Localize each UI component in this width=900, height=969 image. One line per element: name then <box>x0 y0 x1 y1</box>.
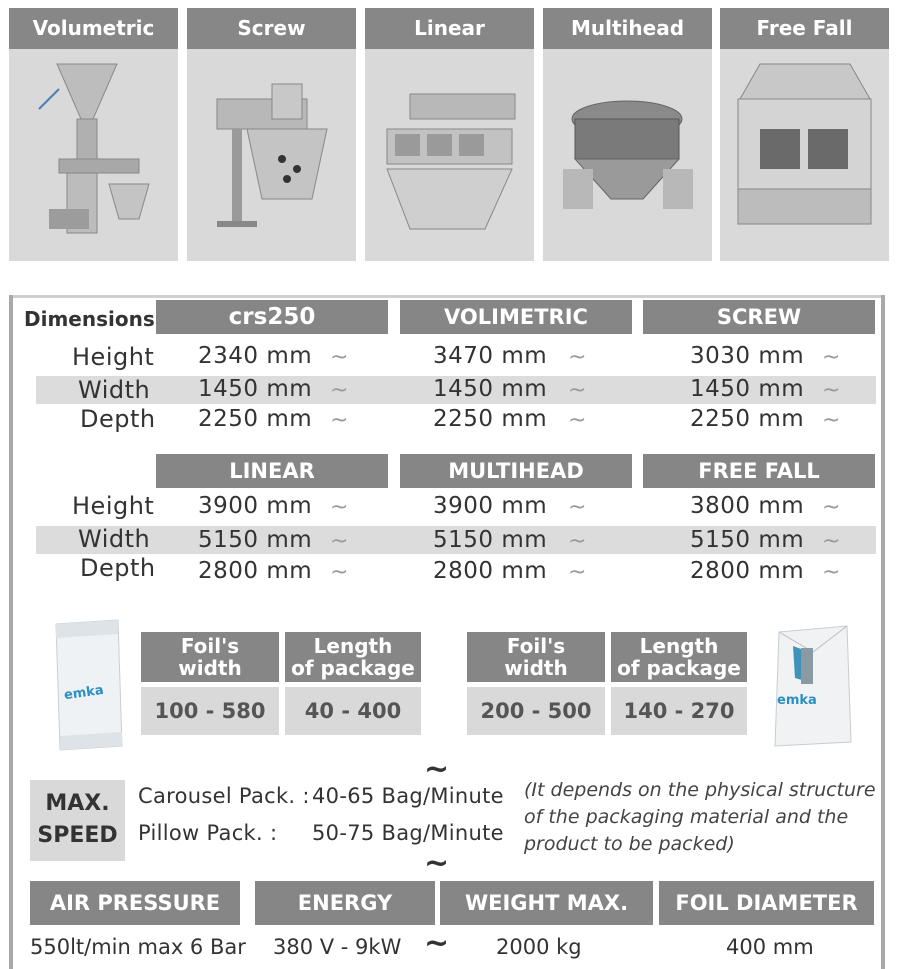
tilde: ~ <box>568 560 587 585</box>
tilde: ~ <box>822 378 841 403</box>
crs250-width: 1450 mm <box>198 376 313 402</box>
weight-max-header: WEIGHT MAX. <box>440 881 653 925</box>
spec-frame-left <box>9 295 13 969</box>
foil-width-header-left <box>141 632 279 682</box>
length-header-right <box>611 632 747 682</box>
foil-diameter-value: 400 mm <box>726 935 814 959</box>
screw-width: 1450 mm <box>690 376 805 402</box>
pillow-pack-label: Pillow Pack. : <box>138 821 278 845</box>
length-label-line2: of package <box>291 656 415 680</box>
crs250-depth: 2250 mm <box>198 406 313 432</box>
foil-width-label-line2: width <box>178 656 242 680</box>
machine-card-screw[interactable] <box>187 8 356 261</box>
free-fall-height: 3800 mm <box>690 493 805 519</box>
model-header-screw: SCREW <box>643 300 875 334</box>
linear-width: 5150 mm <box>198 527 313 553</box>
length-label-line2: of package <box>617 656 741 680</box>
energy-value: 380 V - 9kW <box>273 935 402 959</box>
multihead-width: 5150 mm <box>433 527 548 553</box>
length-label-line1: Length <box>639 634 719 658</box>
row-label-depth: Depth <box>80 554 156 582</box>
linear-height: 3900 mm <box>198 493 313 519</box>
length-header-left <box>285 632 421 682</box>
brand-logo: emka <box>777 693 817 708</box>
air-pressure-value: 550lt/min max 6 Bar <box>30 935 246 959</box>
max-speed-badge <box>30 780 125 861</box>
free-fall-depth: 2800 mm <box>690 558 805 584</box>
row-label-width: Width <box>78 376 151 404</box>
multihead-depth: 2800 mm <box>433 558 548 584</box>
tilde: ~ <box>822 560 841 585</box>
screw-depth: 2250 mm <box>690 406 805 432</box>
spec-frame-top <box>9 295 885 298</box>
block-bag-image <box>765 622 860 752</box>
model-header-volimetric: VOLIMETRIC <box>400 300 632 334</box>
tilde: ~ <box>330 560 349 585</box>
tilde: ~ <box>424 846 450 881</box>
tilde: ~ <box>330 529 349 554</box>
free-fall-width: 5150 mm <box>690 527 805 553</box>
speed-note-line1: (It depends on the physical structure <box>524 779 876 801</box>
machine-card-title: Multihead <box>543 8 712 49</box>
tilde: ~ <box>424 926 450 961</box>
pillow-bag-image <box>48 618 128 753</box>
row-label-height: Height <box>72 343 155 371</box>
tilde: ~ <box>822 345 841 370</box>
machine-card-title: Free Fall <box>720 8 889 49</box>
tilde: ~ <box>330 378 349 403</box>
tilde: ~ <box>568 495 587 520</box>
tilde: ~ <box>568 529 587 554</box>
machine-card-volumetric[interactable] <box>9 8 178 261</box>
tilde: ~ <box>822 529 841 554</box>
linear-weigher-image <box>365 49 534 261</box>
model-header-multihead: MULTIHEAD <box>400 454 632 488</box>
model-header-free-fall: FREE FALL <box>643 454 875 488</box>
volimetric-width: 1450 mm <box>433 376 548 402</box>
machine-card-title: Screw <box>187 8 356 49</box>
row-label-depth: Depth <box>80 405 156 433</box>
tilde: ~ <box>568 408 587 433</box>
free-fall-machine-image <box>720 49 889 261</box>
foil-width-value-right: 200 - 500 <box>467 687 605 735</box>
pillow-pack-value: 50-75 Bag/Minute <box>312 821 504 845</box>
tilde: ~ <box>330 408 349 433</box>
volimetric-height: 3470 mm <box>433 343 548 369</box>
length-label-line1: Length <box>313 634 393 658</box>
crs250-height: 2340 mm <box>198 343 313 369</box>
screw-filler-image <box>187 49 356 261</box>
foil-width-value-left: 100 - 580 <box>141 687 279 735</box>
machine-card-title: Volumetric <box>9 8 178 49</box>
tilde: ~ <box>330 495 349 520</box>
row-label-width: Width <box>78 525 151 553</box>
speed-note-line3: product to be packed) <box>524 833 735 855</box>
row-label-height: Height <box>72 492 155 520</box>
carousel-pack-value: 40-65 Bag/Minute <box>312 784 504 808</box>
volumetric-filler-image <box>9 49 178 261</box>
speed-note <box>524 777 876 858</box>
air-pressure-header: AIR PRESSURE <box>30 881 240 925</box>
tilde: ~ <box>568 345 587 370</box>
tilde: ~ <box>424 752 450 787</box>
foil-width-label-line1: Foil's <box>180 634 240 658</box>
linear-depth: 2800 mm <box>198 558 313 584</box>
dimensions-label: Dimensions <box>24 302 154 336</box>
max-speed-title-line1: MAX. <box>45 791 110 816</box>
model-header-crs250: crs250 <box>156 300 388 334</box>
machine-card-free-fall[interactable] <box>720 8 889 261</box>
machine-card-multihead[interactable] <box>543 8 712 261</box>
foil-diameter-header: FOIL DIAMETER <box>659 881 874 925</box>
length-value-right: 140 - 270 <box>611 687 747 735</box>
multihead-height: 3900 mm <box>433 493 548 519</box>
tilde: ~ <box>822 408 841 433</box>
tilde: ~ <box>330 345 349 370</box>
speed-note-line2: of the packaging material and the <box>524 806 849 828</box>
spec-frame-right <box>881 295 885 969</box>
energy-header: ENERGY <box>255 881 435 925</box>
screw-height: 3030 mm <box>690 343 805 369</box>
length-value-left: 40 - 400 <box>285 687 421 735</box>
foil-width-header-right <box>467 632 605 682</box>
carousel-pack-label: Carousel Pack. : <box>138 784 310 808</box>
weight-max-value: 2000 kg <box>496 935 582 959</box>
tilde: ~ <box>568 378 587 403</box>
foil-width-label-line1: Foil's <box>506 634 566 658</box>
volimetric-depth: 2250 mm <box>433 406 548 432</box>
foil-width-label-line2: width <box>504 656 568 680</box>
multihead-weigher-image <box>543 49 712 261</box>
machine-card-linear[interactable] <box>365 8 534 261</box>
tilde: ~ <box>822 495 841 520</box>
max-speed-title-line2: SPEED <box>37 823 118 848</box>
model-header-linear: LINEAR <box>156 454 388 488</box>
brand-logo: emka <box>63 682 105 704</box>
machine-card-title: Linear <box>365 8 534 49</box>
